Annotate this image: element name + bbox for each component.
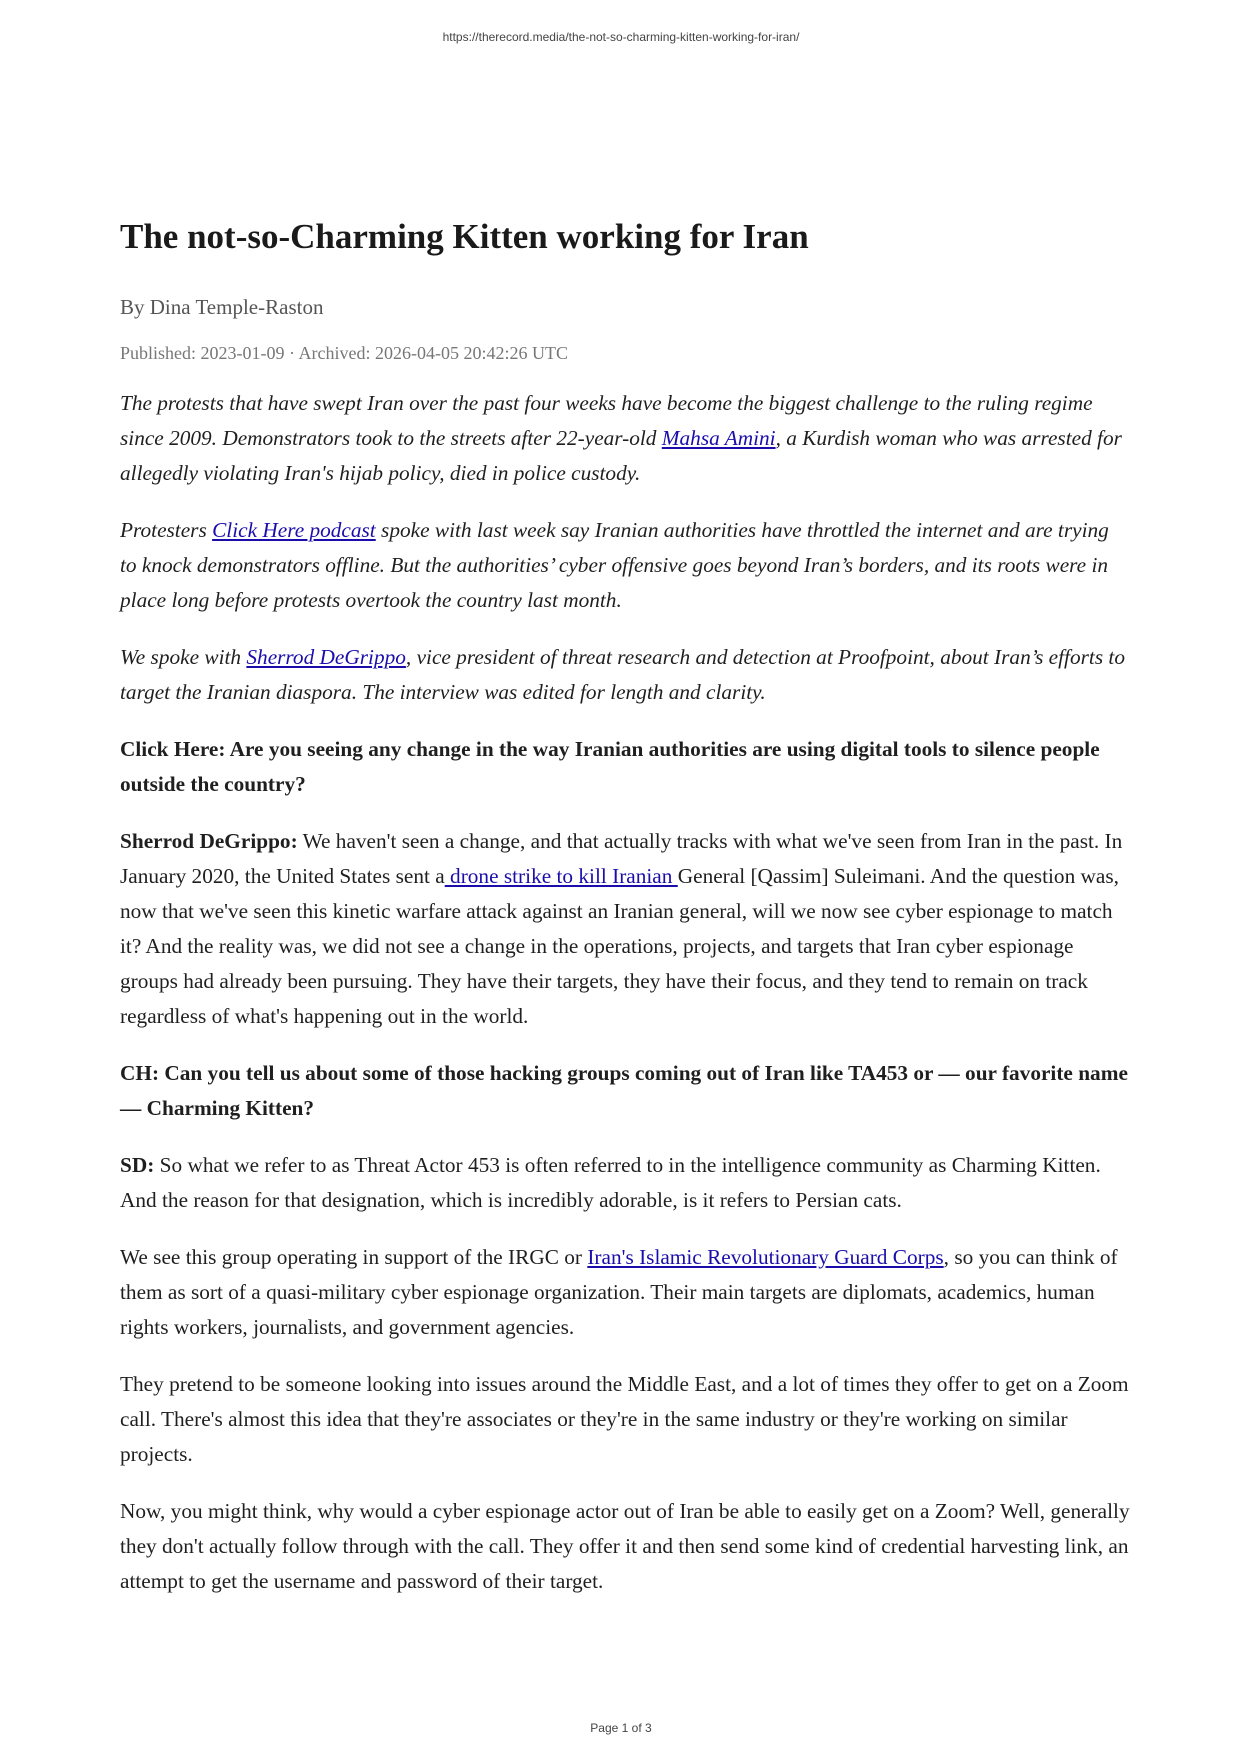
mahsa-amini-link[interactable]: Mahsa Amini	[661, 426, 776, 450]
text: We see this group operating in support of the IRGC or	[120, 1245, 588, 1269]
text: We spoke with	[120, 645, 247, 669]
text: So what we refer to as Threat Actor 453 is often referred to in the intelligence community as Charming Kitten. And the reason for that designation, which is incredibly adorable, is it refers to Persian cats.	[120, 1153, 1101, 1212]
text: We haven't seen a change, and that actually tracks with what we've seen from Iran in the past. In January 2020, the United States sent a	[120, 829, 1123, 888]
text: General [Qassim] Suleimani. And the question was, now that we've seen this kinetic warfare attack against an Iranian general, will we now see cyber espionage to match it? And the reality was, we did not see a change in the operations, projects, and targets that Iran cyber espionage groups had already been pursuing. They have their targets, they have their focus, and they tend to remain on track regardless of what's happening out in the world.	[120, 864, 1119, 1028]
speaker-label: SD:	[120, 1153, 155, 1177]
answer-2	[120, 1148, 1130, 1218]
click-here-podcast-link[interactable]: Click Here podcast	[212, 518, 376, 542]
intro-paragraph-3	[120, 640, 1130, 710]
irgc-link[interactable]: Iran's Islamic Revolutionary Guard Corps	[587, 1245, 944, 1269]
answer-paragraph-irgc	[120, 1240, 1130, 1345]
source-url: https://therecord.media/the-not-so-charming-kitten-working-for-iran/	[442, 30, 800, 44]
answer-1	[120, 824, 1130, 1034]
page-number: Page 1 of 3	[590, 1721, 652, 1735]
text: , so you can think of them as sort of a quasi-military cyber espionage organization. Their main targets are diplomats, academics, human rights workers, journalists, and government agencies.	[120, 1245, 1118, 1339]
answer-paragraph-zoom: They pretend to be someone looking into issues around the Middle East, and a lot of times they offer to get on a Zoom call. There's almost this idea that they're associates or they're in the same industry or they're working on similar projects.	[120, 1372, 1129, 1466]
drone-strike-link[interactable]: drone strike to kill Iranian	[444, 864, 678, 888]
question-2: CH: Can you tell us about some of those hacking groups coming out of Iran like TA453 or — our favorite name — Charming Kitten?	[120, 1061, 1128, 1120]
text: spoke with last week say Iranian authorities have throttled the internet and are trying to knock demonstrators offline. But the authorities’ cyber offensive goes beyond Iran’s borders, and its roots were in place long before protests overtook the country last month.	[120, 518, 1109, 612]
byline: By Dina Temple-Raston	[120, 295, 324, 319]
text: The protests that have swept Iran over the past four weeks have become the biggest challenge to the ruling regime since 2009. Demonstrators took to the streets after 22-year-old	[120, 391, 1093, 450]
question-1: Click Here: Are you seeing any change in the way Iranian authorities are using digital tools to silence people outside the country?	[120, 737, 1100, 796]
intro-paragraph-1	[120, 386, 1130, 491]
text: , a Kurdish woman who was arrested for allegedly violating Iran's hijab policy, died in police custody.	[120, 426, 1122, 485]
text: , vice president of threat research and detection at Proofpoint, about Iran’s efforts to target the Iranian diaspora. The interview was edited for length and clarity.	[120, 645, 1125, 704]
text: Protesters	[120, 518, 213, 542]
article	[120, 212, 1130, 1621]
intro-paragraph-2	[120, 513, 1130, 618]
answer-paragraph-credential: Now, you might think, why would a cyber espionage actor out of Iran be able to easily get on a Zoom? Well, generally they don't actually follow through with the call. They offer it and then send some kind of credential harvesting link, an attempt to get the username and password of their target.	[120, 1499, 1130, 1593]
sherrod-degrippo-link[interactable]: Sherrod DeGrippo	[246, 645, 406, 669]
speaker-label: Sherrod DeGrippo:	[120, 829, 298, 853]
publish-meta: Published: 2023-01-09 · Archived: 2026-04-05 20:42:26 UTC	[120, 343, 568, 363]
article-title: The not-so-Charming Kitten working for Iran	[120, 217, 809, 256]
